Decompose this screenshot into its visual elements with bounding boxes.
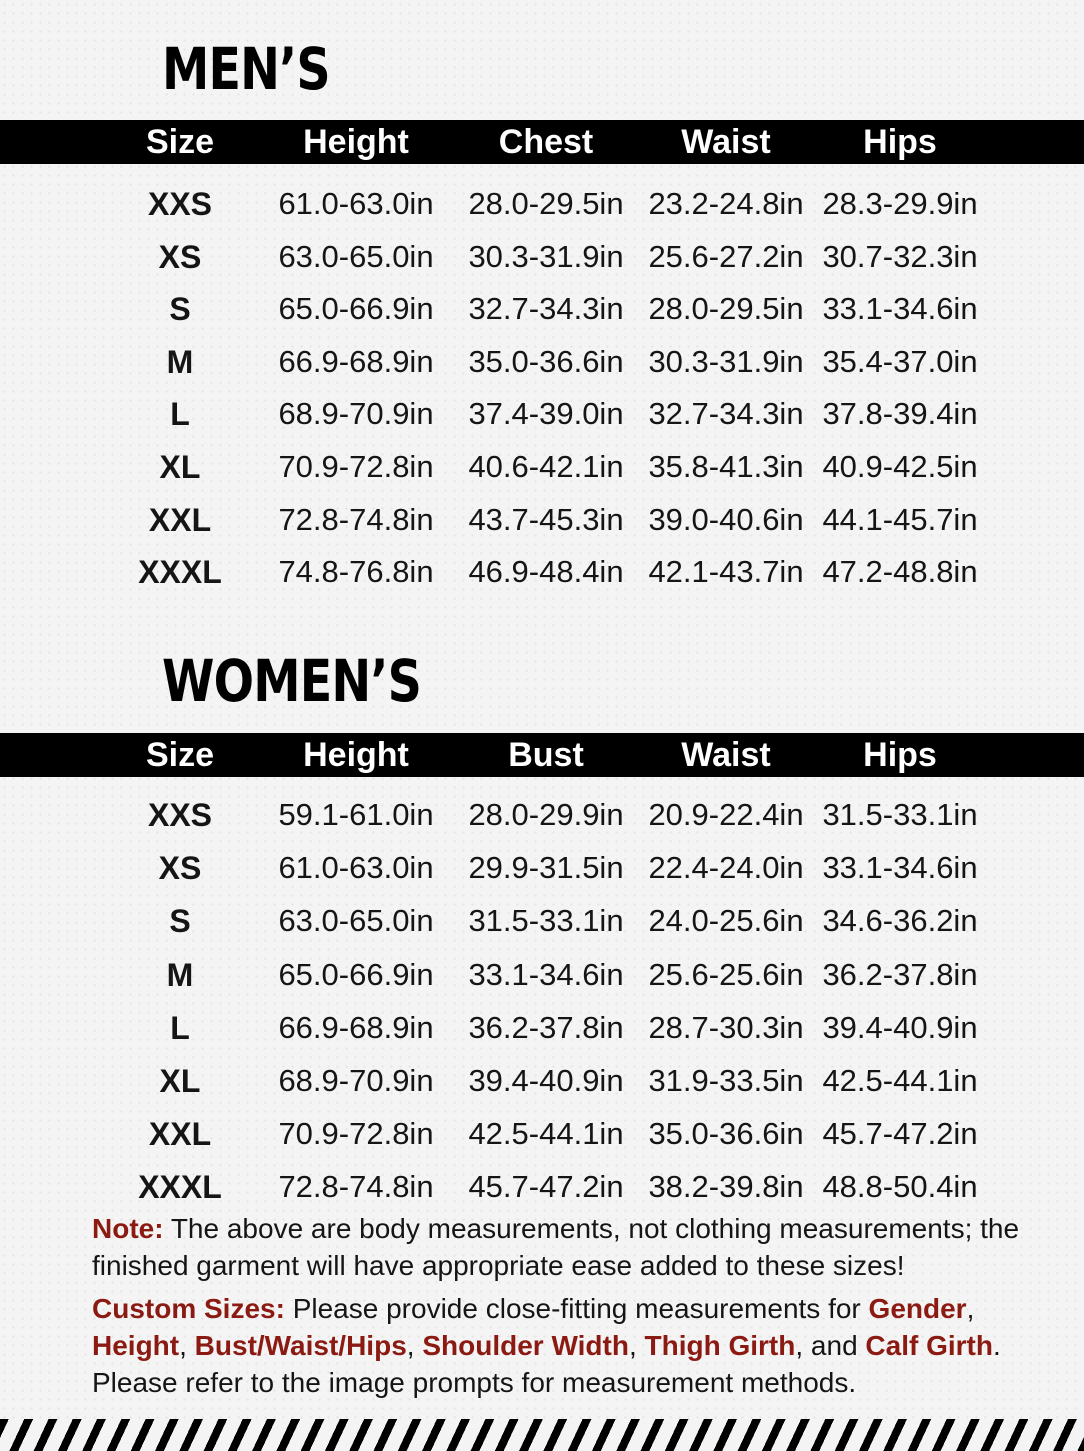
mens-header-height: Height: [303, 123, 409, 161]
womens-cell-size: XS: [158, 850, 202, 887]
mens-cell-waist: 35.8-41.3in: [648, 449, 804, 484]
womens-cell-hips: 31.5-33.1in: [822, 797, 978, 832]
custom-gender: Gender: [868, 1293, 967, 1324]
mens-table-row: [0, 498, 1084, 542]
mens-cell-hips: 47.2-48.8in: [822, 554, 978, 590]
womens-table-row: [0, 793, 1084, 837]
womens-table-row: [0, 1006, 1084, 1050]
womens-cell-hips: 34.6-36.2in: [822, 903, 978, 939]
womens-cell-height: 72.8-74.8in: [278, 1169, 434, 1205]
custom-sep-3: ,: [406, 1330, 423, 1361]
mens-cell-height: 70.9-72.8in: [278, 449, 434, 484]
womens-cell-hips: 45.7-47.2in: [822, 1116, 978, 1152]
womens-cell-measure-a: 45.7-47.2in: [468, 1169, 624, 1205]
womens-cell-measure-a: 36.2-37.8in: [468, 1009, 624, 1045]
mens-table-row: [0, 445, 1084, 489]
womens-cell-size: S: [169, 903, 191, 940]
mens-header-chest: Chest: [498, 123, 594, 161]
mens-title: MEN’S: [162, 35, 330, 103]
womens-header-row: [0, 733, 1084, 777]
mens-cell-hips: 37.8-39.4in: [822, 396, 978, 432]
mens-cell-hips: 44.1-45.7in: [822, 501, 978, 537]
mens-cell-height: 63.0-65.0in: [278, 238, 434, 274]
custom-sep-4: ,: [628, 1330, 645, 1361]
mens-cell-size: S: [169, 291, 191, 328]
womens-cell-size: XXS: [147, 797, 213, 833]
mens-header-size: Size: [145, 123, 215, 161]
custom-thigh-girth: Thigh Girth: [644, 1330, 796, 1361]
womens-header-size: Size: [145, 736, 215, 774]
womens-cell-waist: 31.9-33.5in: [648, 1063, 804, 1098]
womens-cell-hips: 33.1-34.6in: [822, 850, 978, 886]
notes-block: [92, 1210, 1052, 1401]
mens-cell-hips: 30.7-32.3in: [822, 238, 978, 274]
womens-cell-height: 66.9-68.9in: [278, 1009, 434, 1045]
womens-table-row: [0, 1112, 1084, 1156]
note-label: Note:: [92, 1213, 164, 1244]
custom-sizes-label: Custom Sizes:: [92, 1293, 285, 1324]
mens-header-waist: Waist: [681, 123, 771, 161]
mens-cell-size: L: [170, 396, 190, 433]
mens-cell-waist: 25.6-27.2in: [648, 238, 804, 274]
mens-table-row: [0, 392, 1084, 436]
custom-sep-5: , and: [795, 1330, 866, 1361]
womens-cell-height: 61.0-63.0in: [278, 850, 434, 886]
mens-cell-hips: 33.1-34.6in: [822, 291, 978, 327]
custom-shoulder-width: Shoulder Width: [422, 1330, 629, 1361]
mens-cell-size: XXL: [148, 501, 212, 538]
womens-cell-size: XL: [159, 1063, 201, 1099]
mens-cell-height: 74.8-76.8in: [278, 554, 434, 590]
womens-table-row: [0, 1165, 1084, 1209]
mens-cell-measure-a: 35.0-36.6in: [468, 343, 624, 379]
womens-header-bust: Bust: [508, 736, 584, 774]
womens-cell-measure-a: 33.1-34.6in: [468, 956, 624, 992]
mens-cell-waist: 32.7-34.3in: [648, 396, 804, 432]
womens-cell-measure-a: 28.0-29.9in: [468, 797, 624, 832]
custom-bust-waist-hips: Bust/Waist/Hips: [194, 1330, 407, 1361]
womens-cell-height: 65.0-66.9in: [278, 956, 434, 992]
womens-cell-hips: 48.8-50.4in: [822, 1169, 978, 1205]
womens-cell-measure-a: 29.9-31.5in: [468, 850, 624, 886]
womens-table-row: [0, 846, 1084, 890]
womens-cell-waist: 38.2-39.8in: [648, 1169, 804, 1205]
custom-height: Height: [92, 1330, 180, 1361]
mens-cell-waist: 39.0-40.6in: [648, 501, 804, 537]
mens-cell-measure-a: 37.4-39.0in: [468, 396, 624, 432]
womens-cell-height: 68.9-70.9in: [278, 1063, 434, 1098]
mens-cell-size: M: [166, 343, 194, 380]
custom-calf-girth: Calf Girth: [865, 1330, 993, 1361]
mens-cell-waist: 42.1-43.7in: [648, 554, 804, 590]
custom-text-2: . Please refer to the image prompts for measurement methods.: [92, 1330, 1001, 1398]
mens-cell-height: 72.8-74.8in: [278, 501, 434, 537]
womens-cell-size: L: [170, 1009, 190, 1046]
womens-cell-height: 59.1-61.0in: [278, 797, 434, 832]
mens-header-row: [0, 120, 1084, 164]
mens-cell-measure-a: 40.6-42.1in: [468, 449, 624, 484]
womens-cell-hips: 39.4-40.9in: [822, 1009, 978, 1045]
note-paragraph: [92, 1210, 1052, 1284]
mens-cell-measure-a: 46.9-48.4in: [468, 554, 624, 590]
custom-sizes-paragraph: [92, 1290, 1052, 1401]
mens-cell-waist: 28.0-29.5in: [648, 291, 804, 327]
mens-cell-height: 66.9-68.9in: [278, 343, 434, 379]
mens-table-row: [0, 287, 1084, 331]
mens-table-row: [0, 340, 1084, 384]
womens-header-waist: Waist: [681, 736, 771, 774]
mens-table-row: [0, 550, 1084, 594]
womens-cell-measure-a: 42.5-44.1in: [468, 1116, 624, 1152]
mens-table-row: [0, 235, 1084, 279]
custom-sep-1: ,: [966, 1293, 975, 1324]
womens-cell-waist: 22.4-24.0in: [648, 850, 804, 886]
mens-cell-height: 65.0-66.9in: [278, 291, 434, 327]
womens-cell-waist: 28.7-30.3in: [648, 1009, 804, 1045]
note-text: The above are body measurements, not clothing measurements; the finished garment will have appropriate ease added to these sizes!: [92, 1213, 1020, 1281]
mens-cell-size: XL: [159, 449, 201, 485]
womens-header-height: Height: [303, 736, 409, 774]
mens-cell-height: 68.9-70.9in: [278, 396, 434, 432]
custom-text-1: Please provide close-fitting measurements for: [284, 1293, 869, 1324]
mens-header-hips: Hips: [863, 123, 937, 161]
mens-table-row: [0, 182, 1084, 226]
mens-cell-measure-a: 32.7-34.3in: [468, 291, 624, 327]
mens-cell-hips: 28.3-29.9in: [822, 186, 978, 221]
mens-cell-hips: 35.4-37.0in: [822, 343, 978, 379]
mens-cell-waist: 30.3-31.9in: [648, 343, 804, 379]
mens-cell-size: XXS: [147, 186, 213, 222]
womens-table-row: [0, 1059, 1084, 1103]
mens-cell-measure-a: 43.7-45.3in: [468, 501, 624, 537]
mens-cell-height: 61.0-63.0in: [278, 186, 434, 221]
mens-cell-measure-a: 28.0-29.5in: [468, 186, 624, 221]
womens-title: WOMEN’S: [162, 647, 422, 715]
mens-cell-size: XXXL: [138, 554, 222, 591]
womens-cell-size: XXXL: [138, 1169, 222, 1206]
mens-cell-size: XS: [158, 238, 202, 275]
womens-cell-measure-a: 31.5-33.1in: [468, 903, 624, 939]
womens-cell-waist: 35.0-36.6in: [648, 1116, 804, 1152]
womens-table-row: [0, 953, 1084, 997]
womens-cell-height: 70.9-72.8in: [278, 1116, 434, 1152]
womens-cell-waist: 20.9-22.4in: [648, 797, 804, 832]
mens-cell-measure-a: 30.3-31.9in: [468, 238, 624, 274]
mens-cell-hips: 40.9-42.5in: [822, 449, 978, 484]
mens-cell-waist: 23.2-24.8in: [648, 186, 804, 221]
womens-cell-hips: 42.5-44.1in: [822, 1063, 978, 1098]
decorative-stripe-border: [0, 1419, 1084, 1451]
womens-cell-measure-a: 39.4-40.9in: [468, 1063, 624, 1098]
womens-cell-size: XXL: [148, 1116, 212, 1153]
womens-header-hips: Hips: [863, 736, 937, 774]
womens-table-row: [0, 899, 1084, 943]
womens-cell-waist: 24.0-25.6in: [648, 903, 804, 939]
womens-cell-height: 63.0-65.0in: [278, 903, 434, 939]
womens-cell-hips: 36.2-37.8in: [822, 956, 978, 992]
custom-sep-2: ,: [179, 1330, 195, 1361]
womens-cell-size: M: [166, 956, 194, 993]
womens-cell-waist: 25.6-25.6in: [648, 956, 804, 992]
